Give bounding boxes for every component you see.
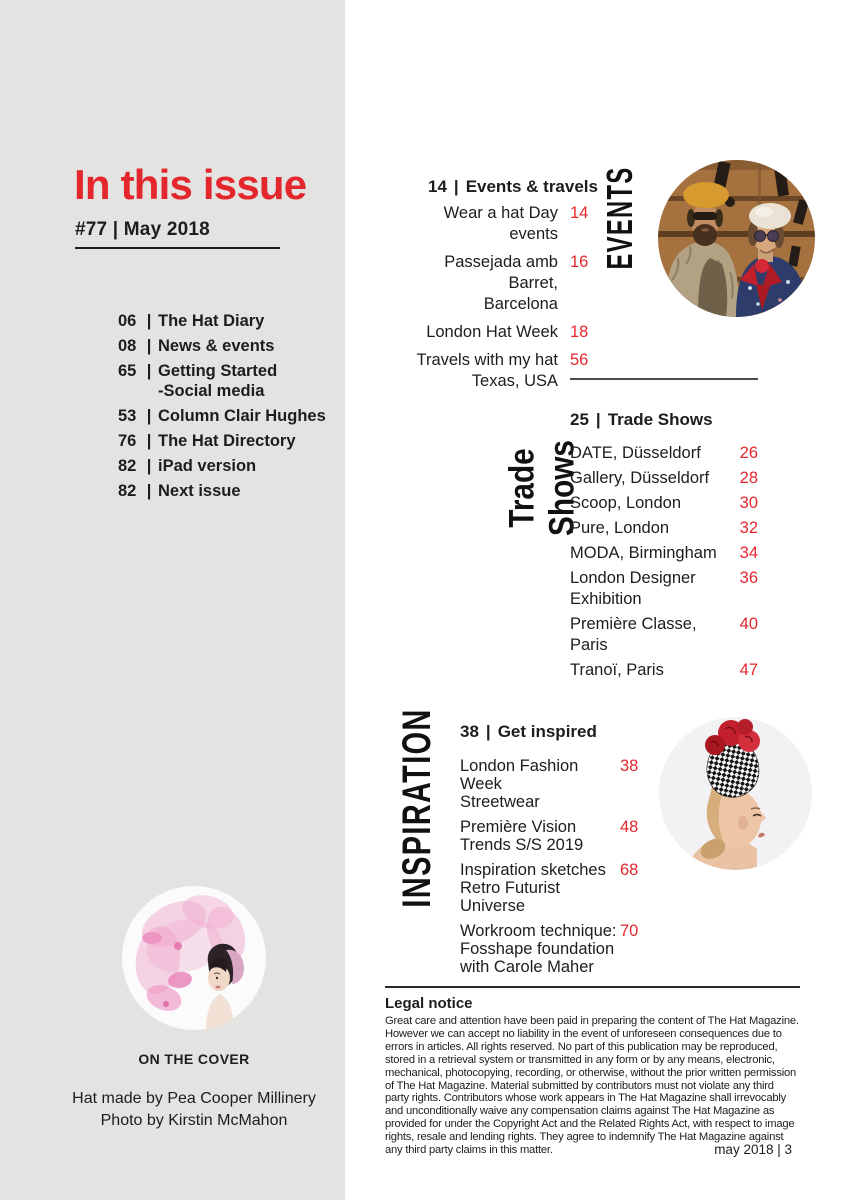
events-photo	[658, 160, 815, 317]
entry-title-line: Barcelona	[483, 295, 558, 313]
entry-separator: |	[146, 362, 152, 380]
list-item	[460, 757, 646, 811]
list-item	[408, 350, 596, 392]
inspiration-section-heading	[460, 722, 597, 742]
section-separator: |	[595, 410, 601, 429]
entry-title: London Designer Exhibition	[570, 569, 696, 608]
entry-page-number: 18	[570, 323, 589, 341]
on-the-cover-block	[58, 1051, 330, 1132]
entry-page-number: 40	[739, 615, 758, 633]
trade-shows-entry-list	[570, 443, 758, 681]
list-item	[118, 431, 326, 451]
entry-title	[408, 203, 558, 245]
list-item	[460, 861, 646, 915]
list-item	[118, 361, 326, 401]
cover-photo	[122, 886, 266, 1030]
entry-title	[460, 922, 620, 976]
list-item	[118, 336, 326, 356]
entry-title: Tranoï, Paris	[570, 661, 664, 679]
entry-title: Next issue	[158, 482, 241, 500]
entry-title-line: Wear a hat Day events	[443, 204, 558, 243]
list-item	[408, 203, 596, 245]
entry-page-number: 08	[118, 337, 137, 355]
section-page-number: 38	[460, 722, 479, 741]
contents-list	[118, 311, 326, 501]
section-separator: |	[485, 722, 491, 741]
events-photo-image	[658, 160, 815, 317]
entry-title: Gallery, Düsseldorf	[570, 469, 710, 487]
list-item	[408, 322, 596, 343]
entry-separator: |	[146, 432, 152, 450]
cover-photo-image	[122, 886, 266, 1030]
list-item	[570, 518, 758, 539]
events-side-label: EVENTS	[599, 166, 640, 270]
entry-title-line: Workroom technique:	[460, 922, 617, 940]
entry-separator: |	[146, 457, 152, 475]
entry-title-line: Retro Futurist Universe	[460, 879, 560, 915]
inspiration-entry-list	[460, 757, 646, 976]
trade-shows-divider	[570, 378, 758, 380]
entry-page-number: 38	[620, 757, 639, 775]
entry-title-line: Passejada amb Barret,	[444, 253, 558, 292]
entry-title-line: Inspiration sketches	[460, 861, 606, 879]
entry-title-line: London Hat Week	[426, 323, 558, 341]
entry-page-number: 28	[739, 469, 758, 487]
list-item	[460, 818, 646, 854]
list-item	[570, 568, 758, 610]
entry-page-number: 70	[620, 922, 639, 940]
section-title: Events & travels	[465, 177, 598, 196]
list-item	[570, 443, 758, 464]
list-item	[460, 922, 646, 976]
entry-page-number: 82	[118, 457, 137, 475]
entry-title-line: Texas, USA	[471, 372, 558, 390]
page-title: In this issue	[74, 161, 307, 208]
entry-title	[460, 818, 620, 854]
section-page-number: 14	[428, 177, 447, 196]
entry-separator: |	[146, 407, 152, 425]
entry-title: iPad version	[158, 457, 257, 475]
entry-page-number: 48	[620, 818, 639, 836]
entry-title-line: Streetwear	[460, 793, 540, 811]
inspiration-photo-image	[659, 717, 812, 870]
entry-page-number: 06	[118, 312, 137, 330]
page-footer: may 2018 | 3	[714, 1142, 792, 1157]
events-section-heading	[428, 177, 598, 197]
list-item	[118, 481, 326, 501]
entry-title-line: London Fashion Week	[460, 757, 579, 793]
entry-title-line: Première Vision	[460, 818, 577, 836]
legal-divider	[385, 986, 800, 988]
cover-heading: ON THE COVER	[138, 1051, 250, 1067]
section-page-number: 25	[570, 410, 589, 429]
entry-title: The Hat Diary	[158, 312, 265, 330]
entry-title: DATE, Düsseldorf	[570, 444, 701, 462]
left-panel	[0, 0, 345, 1200]
entry-page-number: 14	[570, 204, 589, 222]
list-item	[570, 468, 758, 489]
entry-page-number: 34	[739, 544, 758, 562]
entry-separator: |	[146, 337, 152, 355]
list-item	[570, 543, 758, 564]
entry-page-number: 26	[739, 444, 758, 462]
inspiration-side-label: INSPIRATION	[395, 708, 439, 908]
entry-title: MODA, Birmingham	[570, 544, 717, 562]
trade-shows-side-label: Trade Shows	[502, 440, 582, 536]
entry-title: The Hat Directory	[158, 432, 296, 450]
entry-title	[408, 252, 558, 315]
list-item	[118, 311, 326, 331]
entry-title-line: Travels with my hat	[416, 351, 558, 369]
entry-page-number: 56	[570, 351, 589, 369]
entry-page-number: 65	[118, 362, 137, 380]
entry-title-line: Fosshape foundation	[460, 940, 615, 958]
entry-title	[408, 350, 558, 392]
entry-title: Column Clair Hughes	[158, 407, 326, 425]
entry-title-line: Getting Started	[158, 362, 278, 380]
entry-separator: |	[146, 482, 152, 500]
title-rule	[75, 247, 280, 249]
entry-page-number: 82	[118, 482, 137, 500]
section-title: Get inspired	[497, 722, 597, 741]
section-title: Trade Shows	[607, 410, 713, 429]
list-item	[118, 406, 326, 426]
legal-body: Great care and attention have been paid in preparing the content of The Hat Magazine. However we can accept no liability in the event of unforeseen consequences due to errors in articles. All rights reserved. No part of this publication may be reproduced, stored in a retrieval system or transmitted in any form or by any means, electronic, mechanical, photocopying, recording, or otherwise, without the prior written permission of The Hat Magazine. Material submitted by contributors must not violate any third party rights. Contributors whose work appears in The Hat Magazine shall irrevocably and unconditionally waive any compensation claims against The Hat Magazine as provided for under the Copyright Act and the Related Rights Act, with respect to image rights, resale and lending rights. They agree to indemnify The Hat Magazine against any third party claims in this matter.	[385, 1015, 799, 1157]
legal-heading: Legal notice	[385, 995, 473, 1012]
list-item	[570, 660, 758, 681]
list-item	[570, 614, 758, 656]
entry-page-number: 68	[620, 861, 639, 879]
entry-title	[408, 322, 558, 343]
cover-credit-photo: Photo by Kirstin McMahon	[100, 1112, 288, 1129]
entry-title: Pure, London	[570, 519, 670, 537]
entry-title-line: Trends S/S 2019	[460, 836, 584, 854]
entry-page-number: 30	[739, 494, 758, 512]
list-item	[408, 252, 596, 315]
section-separator: |	[453, 177, 459, 196]
cover-credit-hat: Hat made by Pea Cooper Millinery	[72, 1090, 316, 1107]
entry-page-number: 32	[739, 519, 758, 537]
entry-title	[158, 361, 277, 401]
entry-title	[460, 861, 620, 915]
entry-page-number: 16	[570, 253, 589, 271]
entry-title: Scoop, London	[570, 494, 682, 512]
entry-title-line: -Social media	[158, 382, 265, 400]
trade-shows-section-heading	[570, 410, 713, 430]
entry-title-line: with Carole Maher	[460, 958, 594, 976]
events-entry-list	[408, 203, 596, 392]
inspiration-photo	[659, 717, 812, 870]
entry-separator: |	[146, 312, 152, 330]
entry-title: News & events	[158, 337, 275, 355]
entry-title: Première Classe, Paris	[570, 615, 697, 654]
list-item	[118, 456, 326, 476]
entry-page-number: 76	[118, 432, 137, 450]
entry-page-number: 47	[739, 661, 758, 679]
entry-page-number: 36	[739, 569, 758, 587]
entry-title	[460, 757, 620, 811]
entry-page-number: 53	[118, 407, 137, 425]
list-item	[570, 493, 758, 514]
issue-number-date: #77 | May 2018	[75, 219, 210, 240]
